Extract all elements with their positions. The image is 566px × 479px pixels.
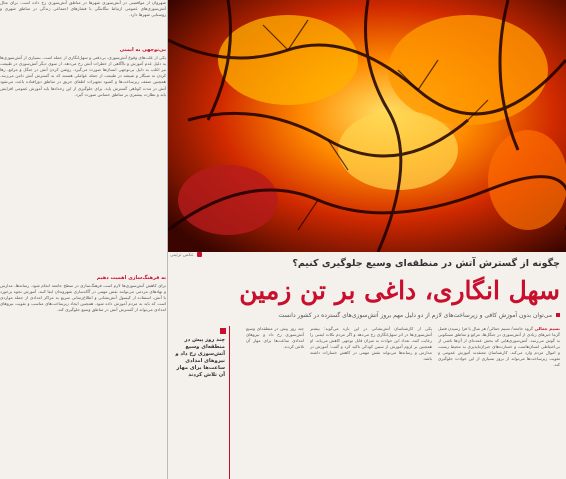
side-column-low xyxy=(0,272,166,479)
article-byline: نسیم جمالی xyxy=(534,326,560,331)
side-subhead-1: بی‌توجهی به ایمنی xyxy=(119,47,166,53)
side-low-text: برای کاهش آتش‌سوزی‌ها لازم است فرهنگ‌سازی در سطح جامعه انجام شود. رسانه‌ها، مدارس و نهادهای مردمی می‌توانند نقش مهمی در آگاه‌سازی شهروندان ایفا کنند. آموزش نحوه برخورد با آتش، استفاده از کپسول آتش‌نشانی و اطلاع‌رسانی سریع به مراکز امدادی از جمله مواردی است که باید به مردم آموزش داده شود. همچنین ایجاد زیرساخت‌های مناسب و تقویت نیروهای امدادی می‌تواند از گسترش آتش در مناطق وسیع جلوگیری کند. xyxy=(0,283,166,313)
pull-quote-icon xyxy=(220,328,226,334)
article-column-3: چند روز پیش در منطقه‌ای وسیع آتش‌سوزی رخ داد و نیروهای امدادی ساعت‌ها برای مهار آن تلاش کردند. xyxy=(246,326,304,349)
pull-quote-text: چند روز پیش در منطقه‌ای وسیع آتش‌سوزی رخ داد و نیروهای امدادی ساعت‌ها برای مهار آن تلاش کردند xyxy=(175,337,225,378)
article-headline: سهل انگاری، داغی بر تن زمین xyxy=(239,276,560,305)
article-lead-text: می‌توان بدون آموزش کافی و زیرساخت‌های لازم از دو دلیل مهم بروز آتش‌سوزی‌های گسترده در کشور دانست xyxy=(278,312,553,319)
article-column-1 xyxy=(438,326,560,479)
article-lead xyxy=(164,312,560,319)
lead-bullet-icon xyxy=(556,313,560,317)
side-intro-text: شهروان از مواقعیتی در آتش‌سوزی شهرها در مناطق آتش‌سوزی رخ داده است. برای مثال آتش‌سوزی‌های عمومی ارتباط تنگاتنگی با فشارهای اجتماعی زندگی در مناطق شهری و روستایی شهرها دارد. xyxy=(0,0,166,18)
pull-quote xyxy=(168,326,230,479)
side-mid-text: یکی از علت‌های وقوع آتش‌سوزی، بی‌دقتی و سهل‌انگاری از جمله است. بسیاری از آتش‌سوزی‌ها به دلیل عدم آموزش و ناآگاهی از خطرات آتش رخ می‌دهد. از سوی دیگر آتش‌سوزی در طبیعت نیز اغلب به دلیل بی‌توجهی انسان‌ها صورت می‌گیرد. روشن کردن آتش در جنگل و مراتع، رها کردن ته سیگار و شیشه در طبیعت از جمله عواملی هستند که به گسترش آتش دامن می‌زنند. همچنین ضعف زیرساخت‌ها و کمبود تجهیزات اطفای حریق در مناطق دورافتاده باعث می‌شود آتش در مدت کوتاهی گسترش یابد. برای جلوگیری از این رخدادها باید آموزش عمومی افزایش یابد و نظارت بیشتری بر مناطق حساس صورت گیرد. xyxy=(0,55,166,97)
credit-icon xyxy=(197,252,202,257)
side-subhead-2: به فرهنگ‌سازی اهمیت دهیم xyxy=(96,275,166,281)
photo-credit-text: عکس تزئینی xyxy=(170,253,194,258)
article-kicker: چگونه از گسترش آتش در منطقه‌ای وسیع جلوگیری کنیم؟ xyxy=(292,258,560,269)
article-column-2: یکی از کارشناسان آتش‌نشانی در این باره می‌گوید: بیشتر آتش‌سوزی‌ها در اثر سهل‌انگاری رخ می‌دهد و اگر مردم نکات ایمنی را رعایت کنند، تعداد این حوادث به میزان قابل توجهی کاهش می‌یابد. او همچنین بر لزوم آموزش از سنین کودکی تاکید کرد و گفت: آموزش در مدارس و رسانه‌ها می‌تواند نقش مهمی در کاهش خسارات داشته باشد. xyxy=(310,326,432,361)
photo-credit xyxy=(170,252,202,258)
wildfire-photo xyxy=(168,0,566,252)
article-column-1-text: گروه جامعه/ نسیم جمالی/ هر سال با فرا رسیدن فصل گرما خبرهای زیادی از آتش‌سوزی در جنگل‌ها، مراتع و مناطق مسکونی به گوش می‌رسد. آتش‌سوزی‌هایی که بخش عمده‌ای از آن‌ها ناشی از بی‌احتیاطی انسان‌هاست و خسارت‌های جبران‌ناپذیری به محیط زیست و اموال مردم وارد می‌کند. کارشناسان معتقدند آموزش عمومی و تقویت زیرساخت‌ها می‌تواند از بروز بسیاری از این حوادث جلوگیری کند. xyxy=(438,326,560,367)
